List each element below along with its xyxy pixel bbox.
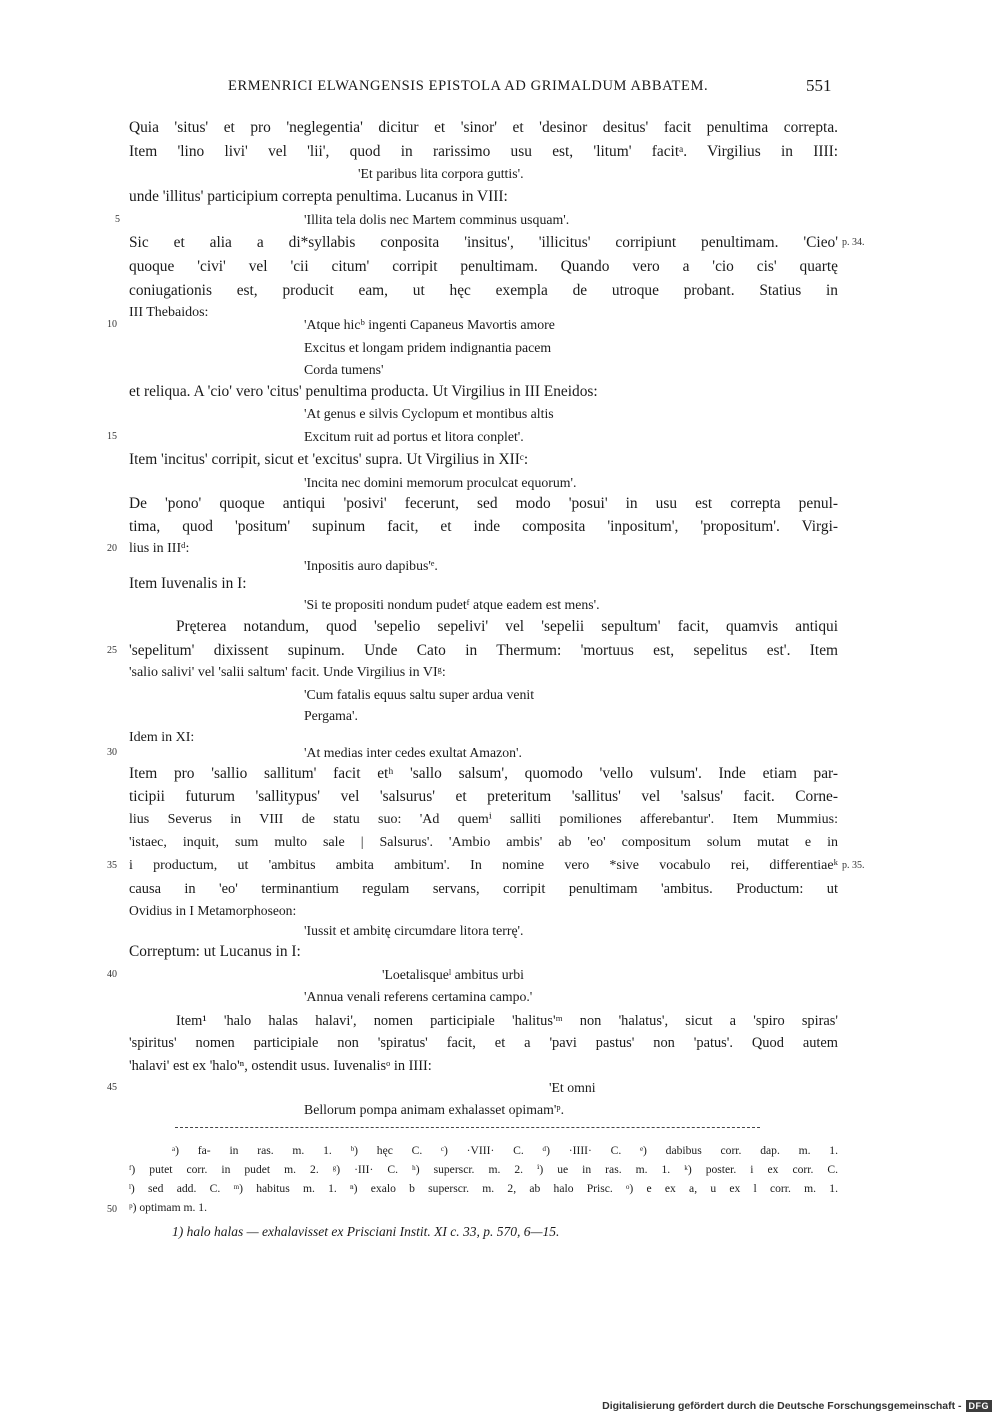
source-note: 1) halo halas — exhalavisset ex Prisciani Instit. XI c. 33, p. 570, 6—15. — [172, 1224, 560, 1239]
verse-line: Corda tumens' — [304, 362, 384, 377]
verse-line: 'Si te propositi nondum pudetᶠ atque eadem est mens'. — [304, 597, 600, 612]
text-line: et reliqua. A 'cio' vero 'citus' penultima producta. Ut Virgilius in III Eneidos: — [129, 383, 598, 400]
line-number: 25 — [107, 645, 117, 656]
verse-line: 'Iussit et ambitę circumdare litora terrę'. — [304, 923, 524, 938]
verse-line: 'Et paribus lita corpora guttis'. — [358, 166, 524, 181]
text-line: Ovidius in I Metamorphoseon: — [129, 903, 297, 918]
text-line: 'spiritus' nomen participiale non 'spiratus' facit, et a 'pavi pastus' non 'patus'. Quod autem — [129, 1035, 838, 1051]
text-line: lius in IIIᵈ: — [129, 541, 190, 556]
text-line: Item pro 'sallio sallitum' facit etʰ 'sallo salsum', quomodo 'vello vulsum'. Inde etiam par- — [129, 765, 838, 782]
text-line: Correptum: ut Lucanus in I: — [129, 943, 301, 960]
text-line: coniugationis est, producit eam, ut hęc exempla de utroque probant. Statius in — [129, 282, 838, 299]
text-line: 'istaec, inquit, sum multo sale | Salsurus'. 'Ambio ambis' ab 'eo' compositum solum mutat e in — [129, 835, 838, 850]
footnote-line: ˡ) sed add. C. ᵐ) habitus m. 1. ⁿ) exalo b superscr. m. 2, ab halo Prisc. ᵒ) e ex a, u ex l corr. m. 1. — [129, 1182, 838, 1195]
running-header — [0, 78, 1000, 102]
line-number: 20 — [107, 543, 117, 554]
verse-line: Pergama'. — [304, 708, 358, 723]
line-number: 5 — [115, 214, 120, 225]
margin-reference: p. 35. — [842, 860, 865, 871]
text-line: 'salio salivi' vel 'salii saltum' facit. Unde Virgilius in VIᵍ: — [129, 665, 446, 680]
footnote-line: ᵃ) fa- in ras. m. 1. ᵇ) hęc C. ᶜ) ·VIII· C. ᵈ) ·IIII· C. ᵉ) dabibus corr. dap. m. 1. — [172, 1144, 838, 1157]
text-line: De 'pono' quoque antiqui 'posivi' fecerunt, sed modo 'posui' in usu est correpta penul- — [129, 495, 838, 512]
verse-line: 'Inpositis auro dapibus'ᵉ. — [304, 558, 438, 573]
footnote-line: ᵖ) optimam m. 1. — [129, 1201, 207, 1214]
verse-line: 'Atque hicᵇ ingenti Capaneus Mavortis amore — [304, 317, 555, 332]
running-title: ERMENRICI ELWANGENSIS EPISTOLA AD GRIMALDUM ABBATEM. — [228, 78, 709, 94]
text-line: Pręterea notandum, quod 'sepelio sepelivi' vel 'sepelii sepultum' facit, quamvis antiqui — [176, 618, 838, 635]
dfg-logo: DFG — [966, 1400, 993, 1412]
text-line: lius Severus in VIII de statu suo: 'Ad quemⁱ salliti pomiliones afferebantur'. Item Mummius: — [129, 812, 838, 827]
verse-line: 'Incita nec domini memorum proculcat equorum'. — [304, 475, 577, 490]
text-line: Idem in XI: — [129, 730, 195, 745]
verse-line: Bellorum pompa animam exhalasset opimam'ᵖ. — [304, 1102, 565, 1117]
verse-line: Excitus et longam pridem indignantia pacem — [304, 340, 552, 355]
verse-line: 'At genus e silvis Cyclopum et montibus altis — [304, 406, 554, 421]
text-line: causa in 'eo' terminantium regulam servans, corripit penultimam 'ambitus. Productum: ut — [129, 881, 838, 897]
text-line: Item¹ 'halo halas halavi', nomen participiale 'halitus'ᵐ non 'halatus', sicut a 'spiro spiras' — [176, 1013, 838, 1029]
text-line: tima, quod 'positum' supinum facit, et inde composita 'inpositum', 'propositum'. Virgi- — [129, 518, 838, 535]
line-number: 35 — [107, 860, 117, 871]
verse-line: 'Cum fatalis equus saltu super ardua venit — [304, 687, 535, 702]
line-number: 30 — [107, 747, 117, 758]
text-line: Item 'lino livi' vel 'lii', quod in rarissimo usu est, 'litum' facitᵃ. Virgilius in IIII: — [129, 143, 838, 160]
dfg-credit — [602, 1399, 992, 1413]
text-line: unde 'illitus' participium correpta penultima. Lucanus in VIII: — [129, 188, 508, 205]
text-line: Item Iuvenalis in I: — [129, 575, 247, 592]
text-line: 'sepelitum' dixissent supinum. Unde Cato in Thermum: 'mortuus est, sepelitus est'. Item — [129, 642, 838, 659]
line-number: 50 — [107, 1204, 117, 1215]
verse-line: 'Loetalisqueˡ ambitus urbi — [382, 967, 524, 982]
verse-line: 'Illita tela dolis nec Martem comminus usquam'. — [304, 212, 570, 227]
credit-text: Digitalisierung gefördert durch die Deutsche Forschungsgemeinschaft - — [602, 1400, 962, 1412]
footnote-line: ᶠ) putet corr. in pudet m. 2. ᵍ) ·III· C. ʰ) superscr. m. 2. ⁱ) ue in ras. m. 1. ᵏ) poster. i ex corr. C. — [129, 1163, 838, 1176]
line-number: 15 — [107, 431, 117, 442]
text-line: Quia 'situs' et pro 'neglegentia' dicitur et 'sinor' et 'desinor desitus' facit penultima correpta. — [129, 119, 838, 136]
line-number: 40 — [107, 969, 117, 980]
text-line: quoque 'civi' vel 'cii citum' corripit penultimam. Quando vero a 'cio cis' quartę — [129, 258, 838, 275]
line-number: 45 — [107, 1082, 117, 1093]
page-number: 551 — [806, 76, 832, 95]
footnote-divider — [175, 1127, 760, 1128]
text-line: 'halavi' est ex 'halo'ⁿ, ostendit usus. Iuvenalisᵒ in IIII: — [129, 1058, 432, 1074]
text-line: Item 'incitus' corripit, sicut et 'excitus' supra. Ut Virgilius in XIIᶜ: — [129, 451, 529, 468]
text-line: Sic et alia a di*syllabis conposita 'insitus', 'illicitus' corripiunt penultimam. 'Cieo' — [129, 234, 838, 251]
text-line: i productum, ut 'ambitus ambita ambitum'. In nomine vero *sive vocabulo rei, differentiaeᵏ — [129, 858, 838, 873]
verse-line: 'Et omni — [549, 1080, 596, 1095]
verse-line: 'At medias inter cedes exultat Amazon'. — [304, 745, 522, 760]
text-line: ticipii futurum 'sallitурus' vel 'salsurus' et preteritum 'sallitus' vel 'salsus' facit. Corne- — [129, 788, 838, 805]
verse-line: Excitum ruit ad portus et litora conplet'. — [304, 429, 524, 444]
margin-reference: p. 34. — [842, 237, 865, 248]
verse-line: 'Annua venali referens certamina campo.' — [304, 989, 533, 1004]
text-line: III Thebaidos: — [129, 305, 209, 320]
line-number: 10 — [107, 319, 117, 330]
